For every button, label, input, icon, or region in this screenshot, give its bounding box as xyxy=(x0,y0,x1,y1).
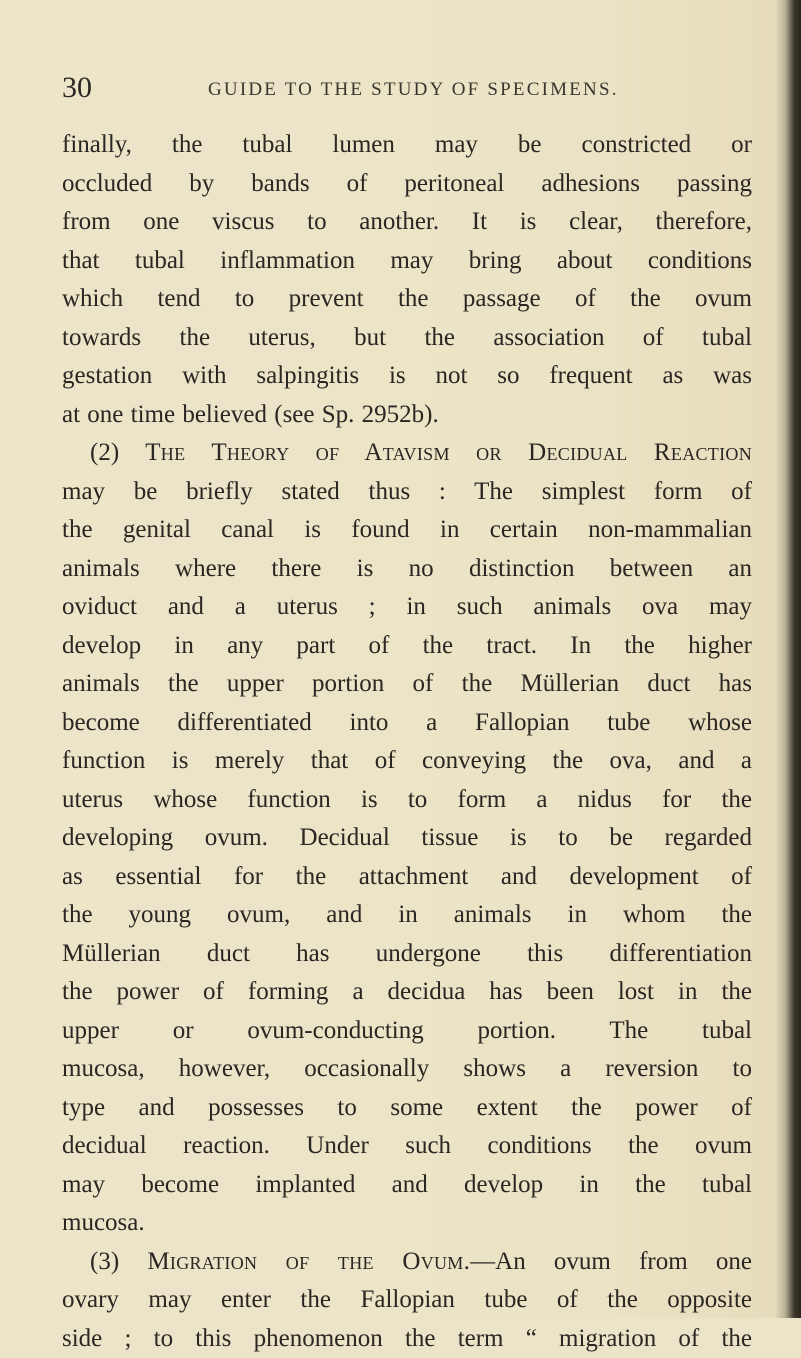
section-heading: Migration of the Ovum. xyxy=(147,1248,470,1275)
text-line: may become implanted and develop in the tubal xyxy=(62,1166,752,1205)
text-line: decidual reaction. Under such conditions the ovum xyxy=(62,1127,752,1166)
text-line: animals the upper portion of the Müllerian duct has xyxy=(62,665,752,704)
text-line: mucosa. xyxy=(62,1204,752,1243)
page-binding-shadow xyxy=(775,0,801,1318)
text-line: developing ovum. Decidual tissue is to be regarded xyxy=(62,819,752,858)
text-line: as essential for the attachment and development of xyxy=(62,858,752,897)
text-line: Müllerian duct has undergone this differentiation xyxy=(62,935,752,974)
running-head: GUIDE TO THE STUDY OF SPECIMENS. xyxy=(208,74,619,106)
section-heading: The Theory of Atavism or Decidual Reaction xyxy=(145,439,752,466)
text-line: occluded by bands of peritoneal adhesions passing xyxy=(62,165,752,204)
section-text: —An ovum from one xyxy=(470,1248,752,1275)
text-line: at one time believed (see Sp. 2952b). xyxy=(62,396,752,435)
text-line: mucosa, however, occasionally shows a reversion to xyxy=(62,1050,752,1089)
section-heading-line xyxy=(62,1243,752,1282)
text-line: which tend to prevent the passage of the ovum xyxy=(62,280,752,319)
text-line: uterus whose function is to form a nidus for the xyxy=(62,781,752,820)
text-line: finally, the tubal lumen may be constricted or xyxy=(62,126,752,165)
text-line: the genital canal is found in certain non-mammalian xyxy=(62,511,752,550)
text-line: that tubal inflammation may bring about conditions xyxy=(62,242,752,281)
section-number: (3) xyxy=(90,1248,147,1275)
text-line: ovary may enter the Fallopian tube of the opposite xyxy=(62,1281,752,1320)
text-line: the power of forming a decidua has been lost in the xyxy=(62,973,752,1012)
text-line: oviduct and a uterus ; in such animals ova may xyxy=(62,588,752,627)
text-line: upper or ovum-conducting portion. The tubal xyxy=(62,1012,752,1051)
section-heading-line xyxy=(62,434,752,473)
text-line: function is merely that of conveying the ova, and a xyxy=(62,742,752,781)
text-line: towards the uterus, but the association of tubal xyxy=(62,319,752,358)
text-line: develop in any part of the tract. In the higher xyxy=(62,627,752,666)
text-line: side ; to this phenomenon the term “ migration of the xyxy=(62,1320,752,1358)
text-line: become differentiated into a Fallopian tube whose xyxy=(62,704,752,743)
text-line: the young ovum, and in animals in whom the xyxy=(62,896,752,935)
section-number: (2) xyxy=(90,439,145,466)
text-line: may be briefly stated thus : The simplest form of xyxy=(62,473,752,512)
text-line: type and possesses to some extent the power of xyxy=(62,1089,752,1128)
page-number: 30 xyxy=(62,68,92,108)
text-line: gestation with salpingitis is not so frequent as was xyxy=(62,357,752,396)
text-line: from one viscus to another. It is clear, therefore, xyxy=(62,203,752,242)
text-line: animals where there is no distinction between an xyxy=(62,550,752,589)
body-text xyxy=(62,126,752,1358)
page-header xyxy=(62,68,782,108)
